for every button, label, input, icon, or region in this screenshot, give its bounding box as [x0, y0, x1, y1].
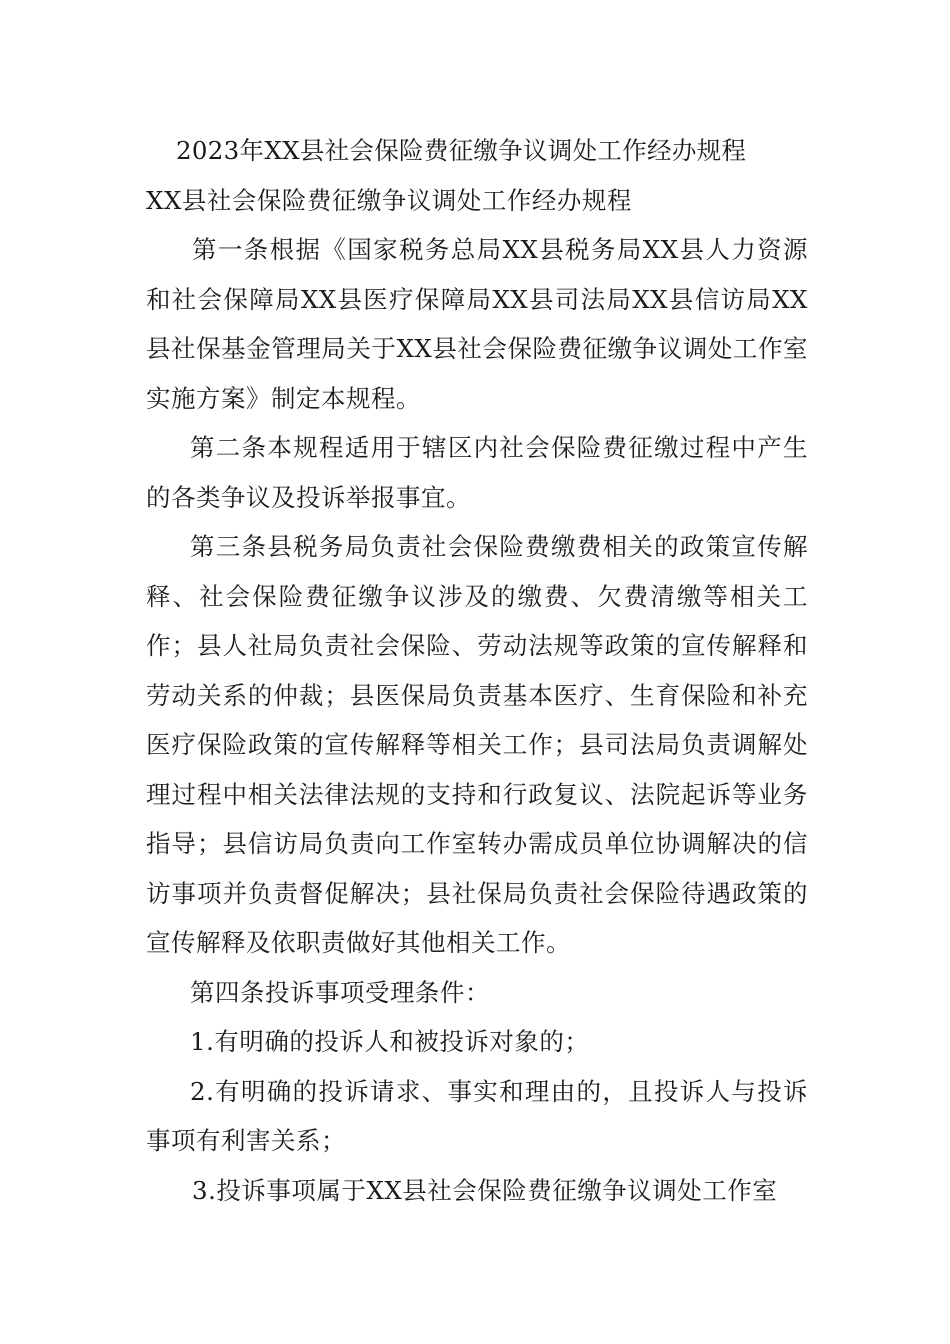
paragraph-article-3: 第三条县税务局负责社会保险费缴费相关的政策宣传解释、社会保险费征缴争议涉及的缴费、欠费清缴等相关工作；县人社局负责社会保险、劳动法规等政策的宣传解释和劳动关系的仲裁；县医保局负责基本医疗、生育保险和补充医疗保险政策的宣传解释等相关工作；县司法局负责调解处理过程中相关法律法规的支持和行政复议、法院起诉等业务指导；县信访局负责向工作室转办需成员单位协调解决的信访事项并负责督促解决；县社保局负责社会保险待遇政策的宣传解释及依职责做好其他相关工作。: [146, 532, 808, 957]
list-item-condition-1: 1.有明确的投诉人和被投诉对象的；: [190, 1027, 590, 1056]
paragraph-article-4: 第四条投诉事项受理条件：: [190, 977, 490, 1007]
document-body: [146, 126, 808, 1215]
paragraph-article-1: 第一条根据《国家税务总局XX县税务局XX县人力资源和社会保障局XX县医疗保障局XX县司法局XX县信访局XX县社保基金管理局关于XX县社会保险费征缴争议调处工作室实施方案》制定本规程。: [146, 235, 808, 413]
document-title: 2023年XX县社会保险费征缴争议调处工作经办规程: [176, 136, 747, 165]
list-item-condition-3: 3.投诉事项属于XX县社会保险费征缴争议调处工作室: [192, 1175, 778, 1205]
document-subtitle: XX县社会保险费征缴争议调处工作经办规程: [146, 185, 632, 215]
paragraph-article-2: 第二条本规程适用于辖区内社会保险费征缴过程中产生的各类争议及投诉举报事宜。: [146, 433, 808, 512]
list-item-condition-2: 2.有明确的投诉请求、事实和理由的，且投诉人与投诉事项有利害关系；: [146, 1076, 808, 1155]
